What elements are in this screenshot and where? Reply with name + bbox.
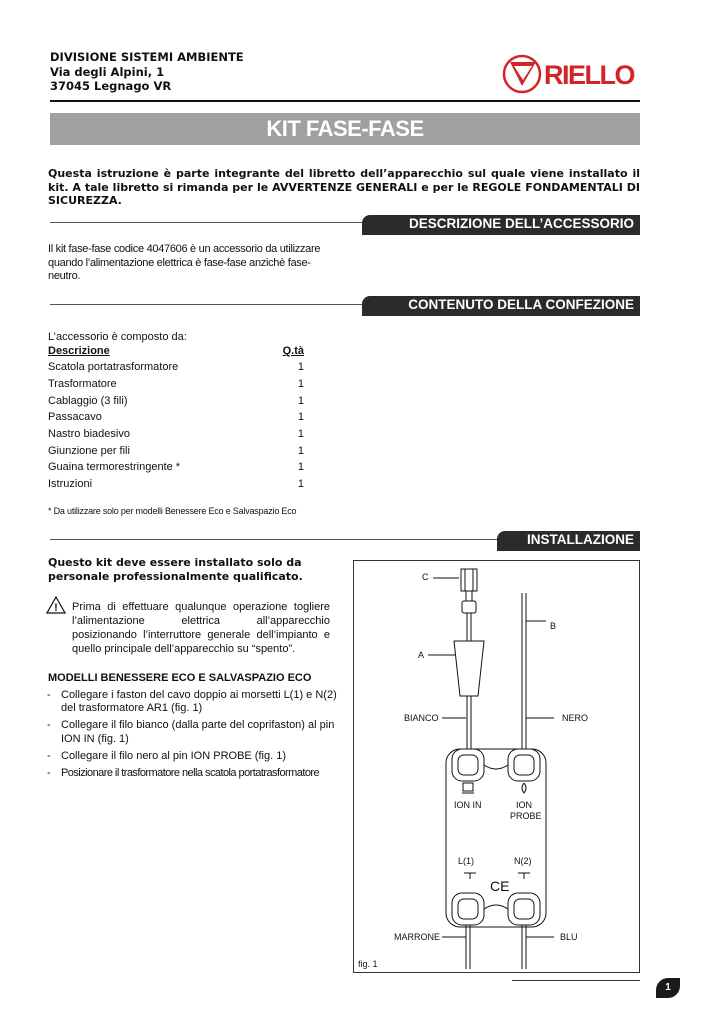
list-item: - Posizionare il trasformatore nella scatola portatrasformatore	[47, 767, 337, 780]
intro-text: Questa istruzione è parte integrante del libretto dell’apparecchio sul quale viene installato il kit. A tale libretto si rimanda per le AVVERTENZE GENERALI e per le REGOLE FONDAMENTALI DI SICUREZZA.	[48, 167, 640, 207]
list-item: - Collegare il filo nero al pin ION PROBE (fig. 1)	[47, 750, 337, 763]
company-street: Via degli Alpini, 1	[50, 64, 165, 79]
page-title: KIT FASE-FASE	[50, 113, 640, 145]
section-rule	[50, 222, 362, 223]
label-n2: N(2)	[514, 856, 532, 866]
footnote: * Da utilizzare solo per modelli Benessere Eco e Salvaspazio Eco	[48, 506, 297, 516]
label-ion-in: ION IN	[454, 800, 482, 810]
column-header-qty: Q.tà	[282, 345, 304, 357]
section-title-installazione: INSTALLAZIONE	[497, 531, 640, 551]
footer-rule	[512, 980, 640, 981]
table-row	[48, 395, 304, 412]
label-b: B	[550, 621, 557, 631]
label-marrone: MARRONE	[394, 932, 441, 942]
warning-triangle-icon	[46, 596, 66, 614]
label-l1: L(1)	[458, 856, 475, 866]
row-desc: Guaina termorestringente *	[48, 461, 181, 473]
row-qty: 1	[297, 461, 304, 473]
row-desc: Scatola portatrasformatore	[48, 361, 179, 373]
figure-1	[353, 560, 640, 973]
table-row	[48, 445, 304, 462]
header-divider	[50, 100, 640, 102]
figure-caption: fig. 1	[358, 959, 378, 969]
label-c: C	[422, 572, 429, 582]
table-row	[48, 428, 304, 445]
descrizione-text: Il kit fase-fase codice 4047606 è un accessorio da utilizzare quando l’alimentazione elettrica è fase-fase anzichè fase-neutro.	[48, 243, 321, 282]
row-qty: 1	[297, 478, 304, 490]
row-qty: 1	[297, 378, 304, 390]
installer-warning: Questo kit deve essere installato solo da personale professionalmente qualificato.	[48, 556, 303, 583]
row-qty: 1	[297, 361, 304, 373]
row-desc: Passacavo	[48, 411, 102, 423]
section-rule	[50, 539, 498, 540]
row-desc: Giunzione per fili	[48, 445, 130, 457]
label-nero: NERO	[562, 713, 589, 723]
row-qty: 1	[297, 411, 304, 423]
company-name: DIVISIONE SISTEMI AMBIENTE	[50, 50, 244, 64]
table-row	[48, 361, 304, 378]
installation-steps	[47, 689, 337, 784]
table-row	[48, 478, 304, 495]
row-desc: Cablaggio (3 fili)	[48, 395, 128, 407]
list-item: - Collegare il filo bianco (dalla parte del coprifaston) al pin ION IN (fig. 1)	[47, 719, 337, 745]
row-desc: Istruzioni	[48, 478, 93, 490]
contenuto-lead: L’accessorio è composto da:	[48, 331, 187, 343]
row-qty: 1	[297, 445, 304, 457]
table-row	[48, 411, 304, 428]
row-qty: 1	[297, 395, 304, 407]
ce-mark-icon: CE	[490, 878, 510, 894]
section-rule	[50, 304, 362, 305]
label-probe: PROBE	[510, 811, 542, 821]
company-address	[50, 50, 244, 94]
company-city: 37045 Legnago VR	[50, 79, 172, 93]
table-header	[48, 345, 304, 362]
table-row	[48, 378, 304, 395]
row-desc: Nastro biadesivo	[48, 428, 130, 440]
svg-text:!: !	[54, 602, 58, 614]
label-ion: ION	[516, 800, 533, 810]
label-a: A	[418, 650, 425, 660]
riello-logo	[502, 52, 642, 96]
list-item: - Collegare i faston del cavo doppio ai morsetti L(1) e N(2) del trasformatore AR1 (fig. 1)	[47, 689, 337, 715]
row-qty: 1	[297, 428, 304, 440]
page-number: 1	[656, 978, 680, 998]
models-title: MODELLI BENESSERE ECO E SALVASPAZIO ECO	[48, 672, 312, 684]
section-title-contenuto: CONTENUTO DELLA CONFEZIONE	[362, 296, 640, 316]
brand-name: RIELLO	[544, 60, 634, 90]
table-row	[48, 461, 304, 478]
column-header-descrizione: Descrizione	[48, 345, 110, 357]
transformer-diagram	[354, 561, 639, 972]
caution-text: Prima di effettuare qualunque operazione togliere l’alimentazione elettrica all’apparecchio posizionando l’interruttore generale dell’impianto e quello principale dell’apparecchio su “spento”.	[72, 601, 330, 655]
section-title-descrizione: DESCRIZIONE DELL’ACCESSORIO	[362, 215, 640, 235]
row-desc: Trasformatore	[48, 378, 117, 390]
label-bianco: BIANCO	[404, 713, 439, 723]
label-blu: BLU	[560, 932, 578, 942]
